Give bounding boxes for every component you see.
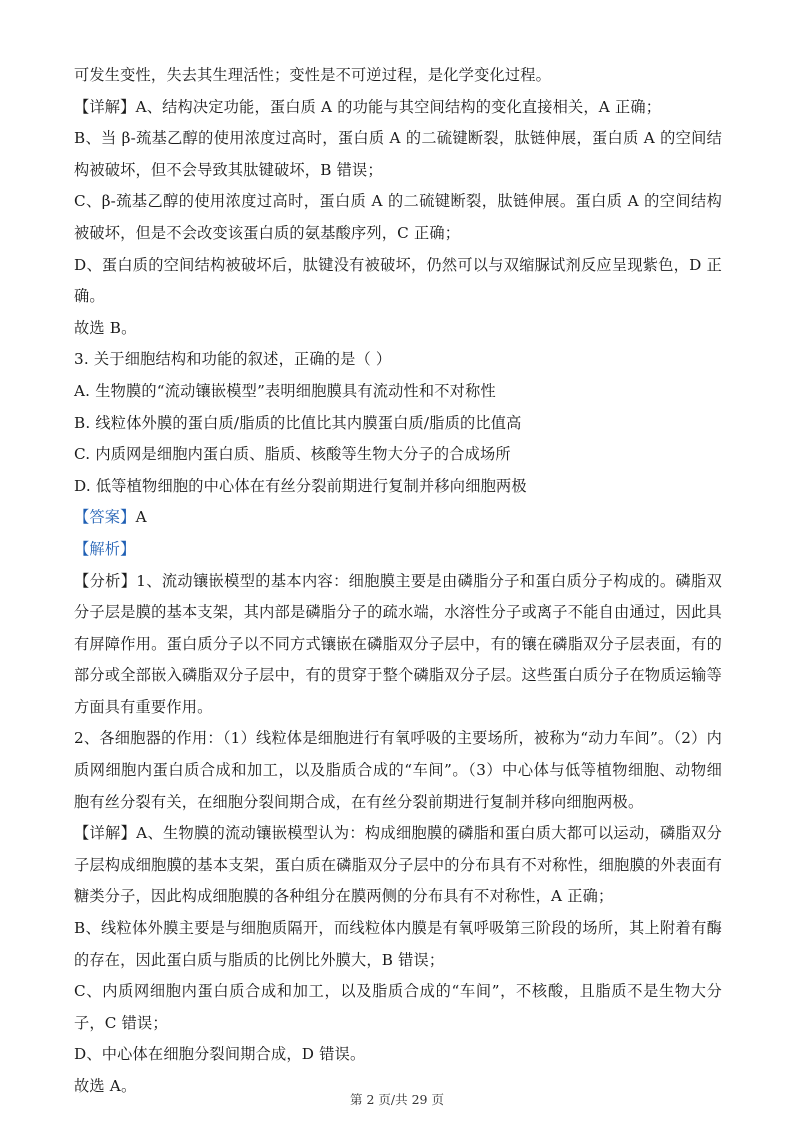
analysis-heading — [74, 534, 722, 566]
page-footer: 第 2 页/共 29 页 — [350, 1092, 444, 1107]
detail-paragraph-c: C、β-巯基乙醇的使用浓度过高时，蛋白质 A 的二硫键断裂，肽链伸展。蛋白质 A 的空间结构被破坏，但是不会改变该蛋白质的氨基酸序列，C 正确； — [74, 192, 722, 242]
fenxi-1-text: 1、流动镶嵌模型的基本内容：细胞膜主要是由磷脂分子和蛋白质分子构成的。磷脂双分子层是膜的基本支架，其内部是磷脂分子的疏水端，水溶性分子或离子不能自由通过，因此具有屏障作用。蛋白质分子以不同方式镶嵌在磷脂双分子层中，有的镶在磷脂双分子层表面，有的部分或全部嵌入磷脂双分子层中，有的贯穿于整个磷脂双分子层。这些蛋白质分子在物质运输等方面具有重要作用。 — [74, 571, 722, 716]
prev-analysis-tail: 可发生变性，失去其生理活性；变性是不可逆过程，是化学变化过程。 — [74, 66, 552, 84]
option-d: D. 低等植物细胞的中心体在有丝分裂前期进行复制并移向细胞两极 — [74, 476, 527, 495]
analysis-tag: 【解析】 — [74, 539, 136, 558]
question-stem: 3. 关于细胞结构和功能的叙述，正确的是（ ） — [74, 350, 392, 369]
detail-tag: 【详解】 — [74, 97, 136, 116]
detail-paragraph-d: D、蛋白质的空间结构被破坏后，肽键没有被破坏，仍然可以与双缩脲试剂反应呈现紫色，D 正确。 — [74, 255, 722, 306]
option-a: A. 生物膜的“流动镶嵌模型”表明细胞膜具有流动性和不对称性 — [74, 381, 496, 400]
xiangjie-tag: 【详解】 — [74, 824, 137, 843]
xiangjie-paragraph-d: D、中心体在细胞分裂间期合成，D 错误。 — [74, 1045, 366, 1064]
fenxi-paragraph-2: 2、各细胞器的作用：（1）线粒体是细胞进行有氧呼吸的主要场所，被称为“动力车间”。（2）内质网细胞内蛋白质合成和加工，以及脂质合成的“车间”。（3）中心体与低等植物细胞、动物细胞有丝分裂有关，在细胞分裂间期合成，在有丝分裂前期进行复制并移向细胞两极。 — [74, 729, 722, 811]
detail-a-text: A、结构决定功能，蛋白质 A 的功能与其空间结构的变化直接相关，A 正确； — [135, 97, 662, 116]
xiangjie-paragraph-a — [74, 818, 722, 913]
xiangjie-paragraph-c: C、内质网细胞内蛋白质合成和加工，以及脂质合成的“车间”，不核酸，且脂质不是生物大分子，C 错误； — [74, 982, 722, 1032]
detail-paragraph-a — [74, 92, 722, 124]
fenxi-paragraph-1 — [74, 566, 722, 724]
option-c: C. 内质网是细胞内蛋白质、脂质、核酸等生物大分子的合成场所 — [74, 445, 511, 464]
option-b: B. 线粒体外膜的蛋白质/脂质的比值比其内膜蛋白质/脂质的比值高 — [74, 413, 522, 432]
page-content — [74, 60, 722, 1103]
prev-conclusion: 故选 B。 — [74, 318, 137, 337]
answer-tag: 【答案】 — [74, 508, 136, 527]
conclusion: 故选 A。 — [74, 1077, 137, 1095]
detail-paragraph-b: B、当 β-巯基乙醇的使用浓度过高时，蛋白质 A 的二硫键断裂，肽链伸展，蛋白质 A 的空间结构被破坏，但不会导致其肽键破坏，B 错误； — [74, 129, 722, 179]
fenxi-tag: 【分析】 — [74, 571, 137, 590]
answer-line — [74, 502, 722, 534]
xiangjie-a-text: A、生物膜的流动镶嵌模型认为：构成细胞膜的磷脂和蛋白质大都可以运动，磷脂双分子层构成细胞膜的基本支架，蛋白质在磷脂双分子层中的分布具有不对称性，细胞膜的外表面有糖类分子，因此构成细胞膜的各种组分在膜两侧的分布具有不对称性，A 正确； — [74, 824, 722, 906]
answer-value: A — [135, 508, 147, 527]
xiangjie-paragraph-b: B、线粒体外膜主要是与细胞质隔开，而线粒体内膜是有氧呼吸第三阶段的场所，其上附着有酶的存在，因此蛋白质与脂质的比例比外膜大，B 错误； — [74, 919, 722, 969]
